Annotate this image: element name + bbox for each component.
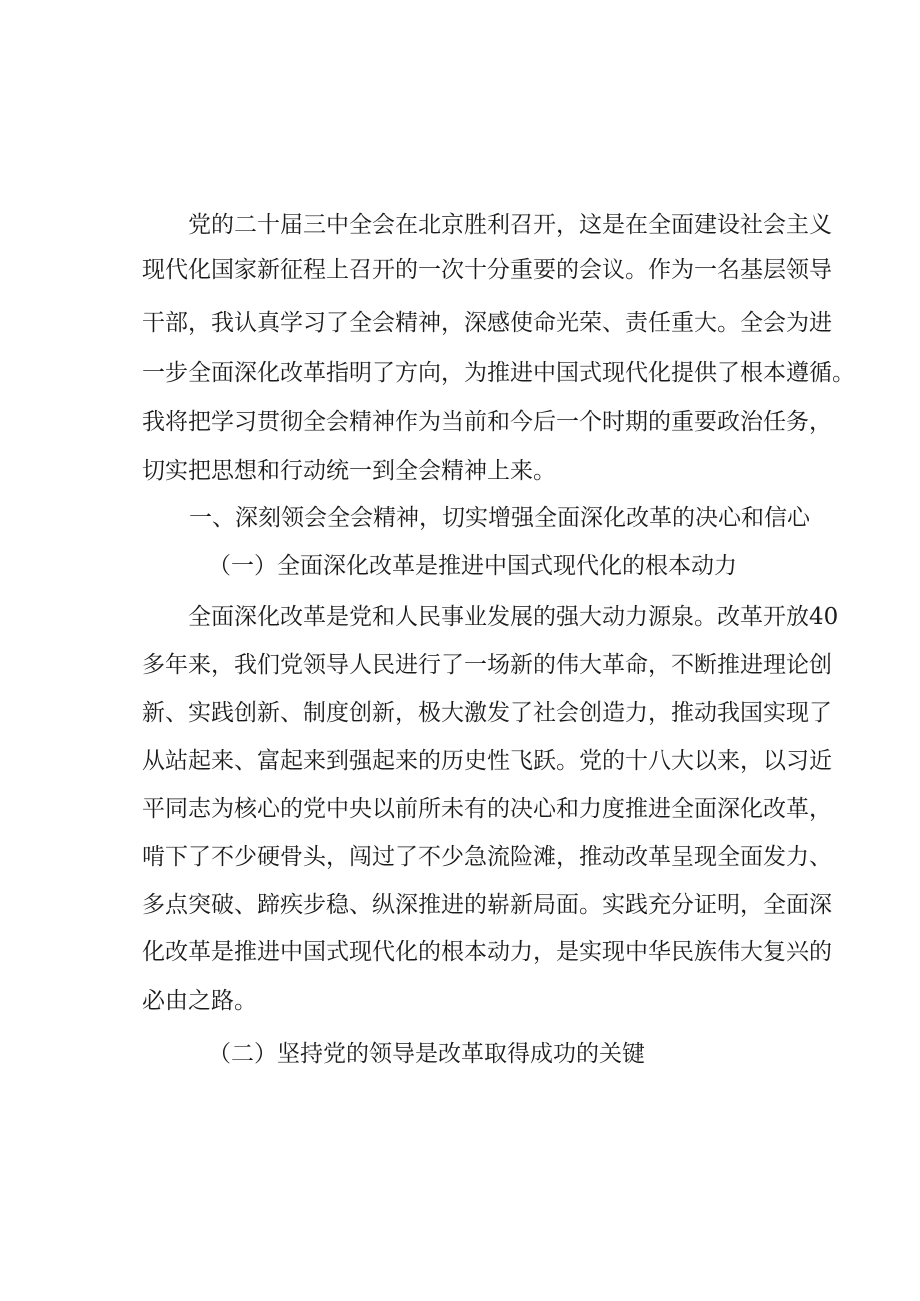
intro-line-1: 党的二十届三中全会在北京胜利召开，这是在全面建设社会主义 <box>188 212 832 238</box>
sub1-line-4: 从站起来、富起来到强起来的历史性飞跃。党的十八大以来，以习近 <box>142 748 832 774</box>
sub1-line-9: 必由之路。 <box>142 988 257 1014</box>
intro-line-5: 我将把学习贯彻全会精神作为当前和今后一个时期的重要政治任务， <box>142 409 832 435</box>
section-heading-1: 一、深刻领会全会精神，切实增强全面深化改革的决心和信心 <box>189 505 810 531</box>
sub1-line-7: 多点突破、蹄疾步稳、纵深推进的崭新局面。实践充分证明，全面深 <box>142 892 832 918</box>
sub1-line-3: 新、实践创新、制度创新，极大激发了社会创造力，推动我国实现了 <box>142 700 832 726</box>
intro-line-2: 现代化国家新征程上召开的一次十分重要的会议。作为一名基层领导 <box>142 257 832 283</box>
sub1-line-8: 化改革是推进中国式现代化的根本动力，是实现中华民族伟大复兴的 <box>142 939 832 965</box>
sub1-line-6: 啃下了不少硬骨头，闯过了不少急流险滩，推动改革呈现全面发力、 <box>142 844 832 870</box>
sub1-line-2: 多年来，我们党领导人民进行了一场新的伟大革命，不断推进理论创 <box>142 652 832 678</box>
intro-line-6: 切实把思想和行动统一到全会精神上来。 <box>142 458 556 484</box>
intro-line-4: 一步全面深化改革指明了方向，为推进中国式现代化提供了根本遵循。 <box>142 360 855 386</box>
subsection-heading-1: （一）全面深化改革是推进中国式现代化的根本动力 <box>208 553 737 579</box>
subsection-heading-2: （二）坚持党的领导是改革取得成功的关键 <box>208 1041 645 1067</box>
sub1-line-1: 全面深化改革是党和人民事业发展的强大动力源泉。改革开放40 <box>188 604 839 630</box>
intro-line-3: 干部，我认真学习了全会精神，深感使命光荣、责任重大。全会为进 <box>142 310 832 336</box>
sub1-line-5: 平同志为核心的党中央以前所未有的决心和力度推进全面深化改革， <box>142 796 832 822</box>
